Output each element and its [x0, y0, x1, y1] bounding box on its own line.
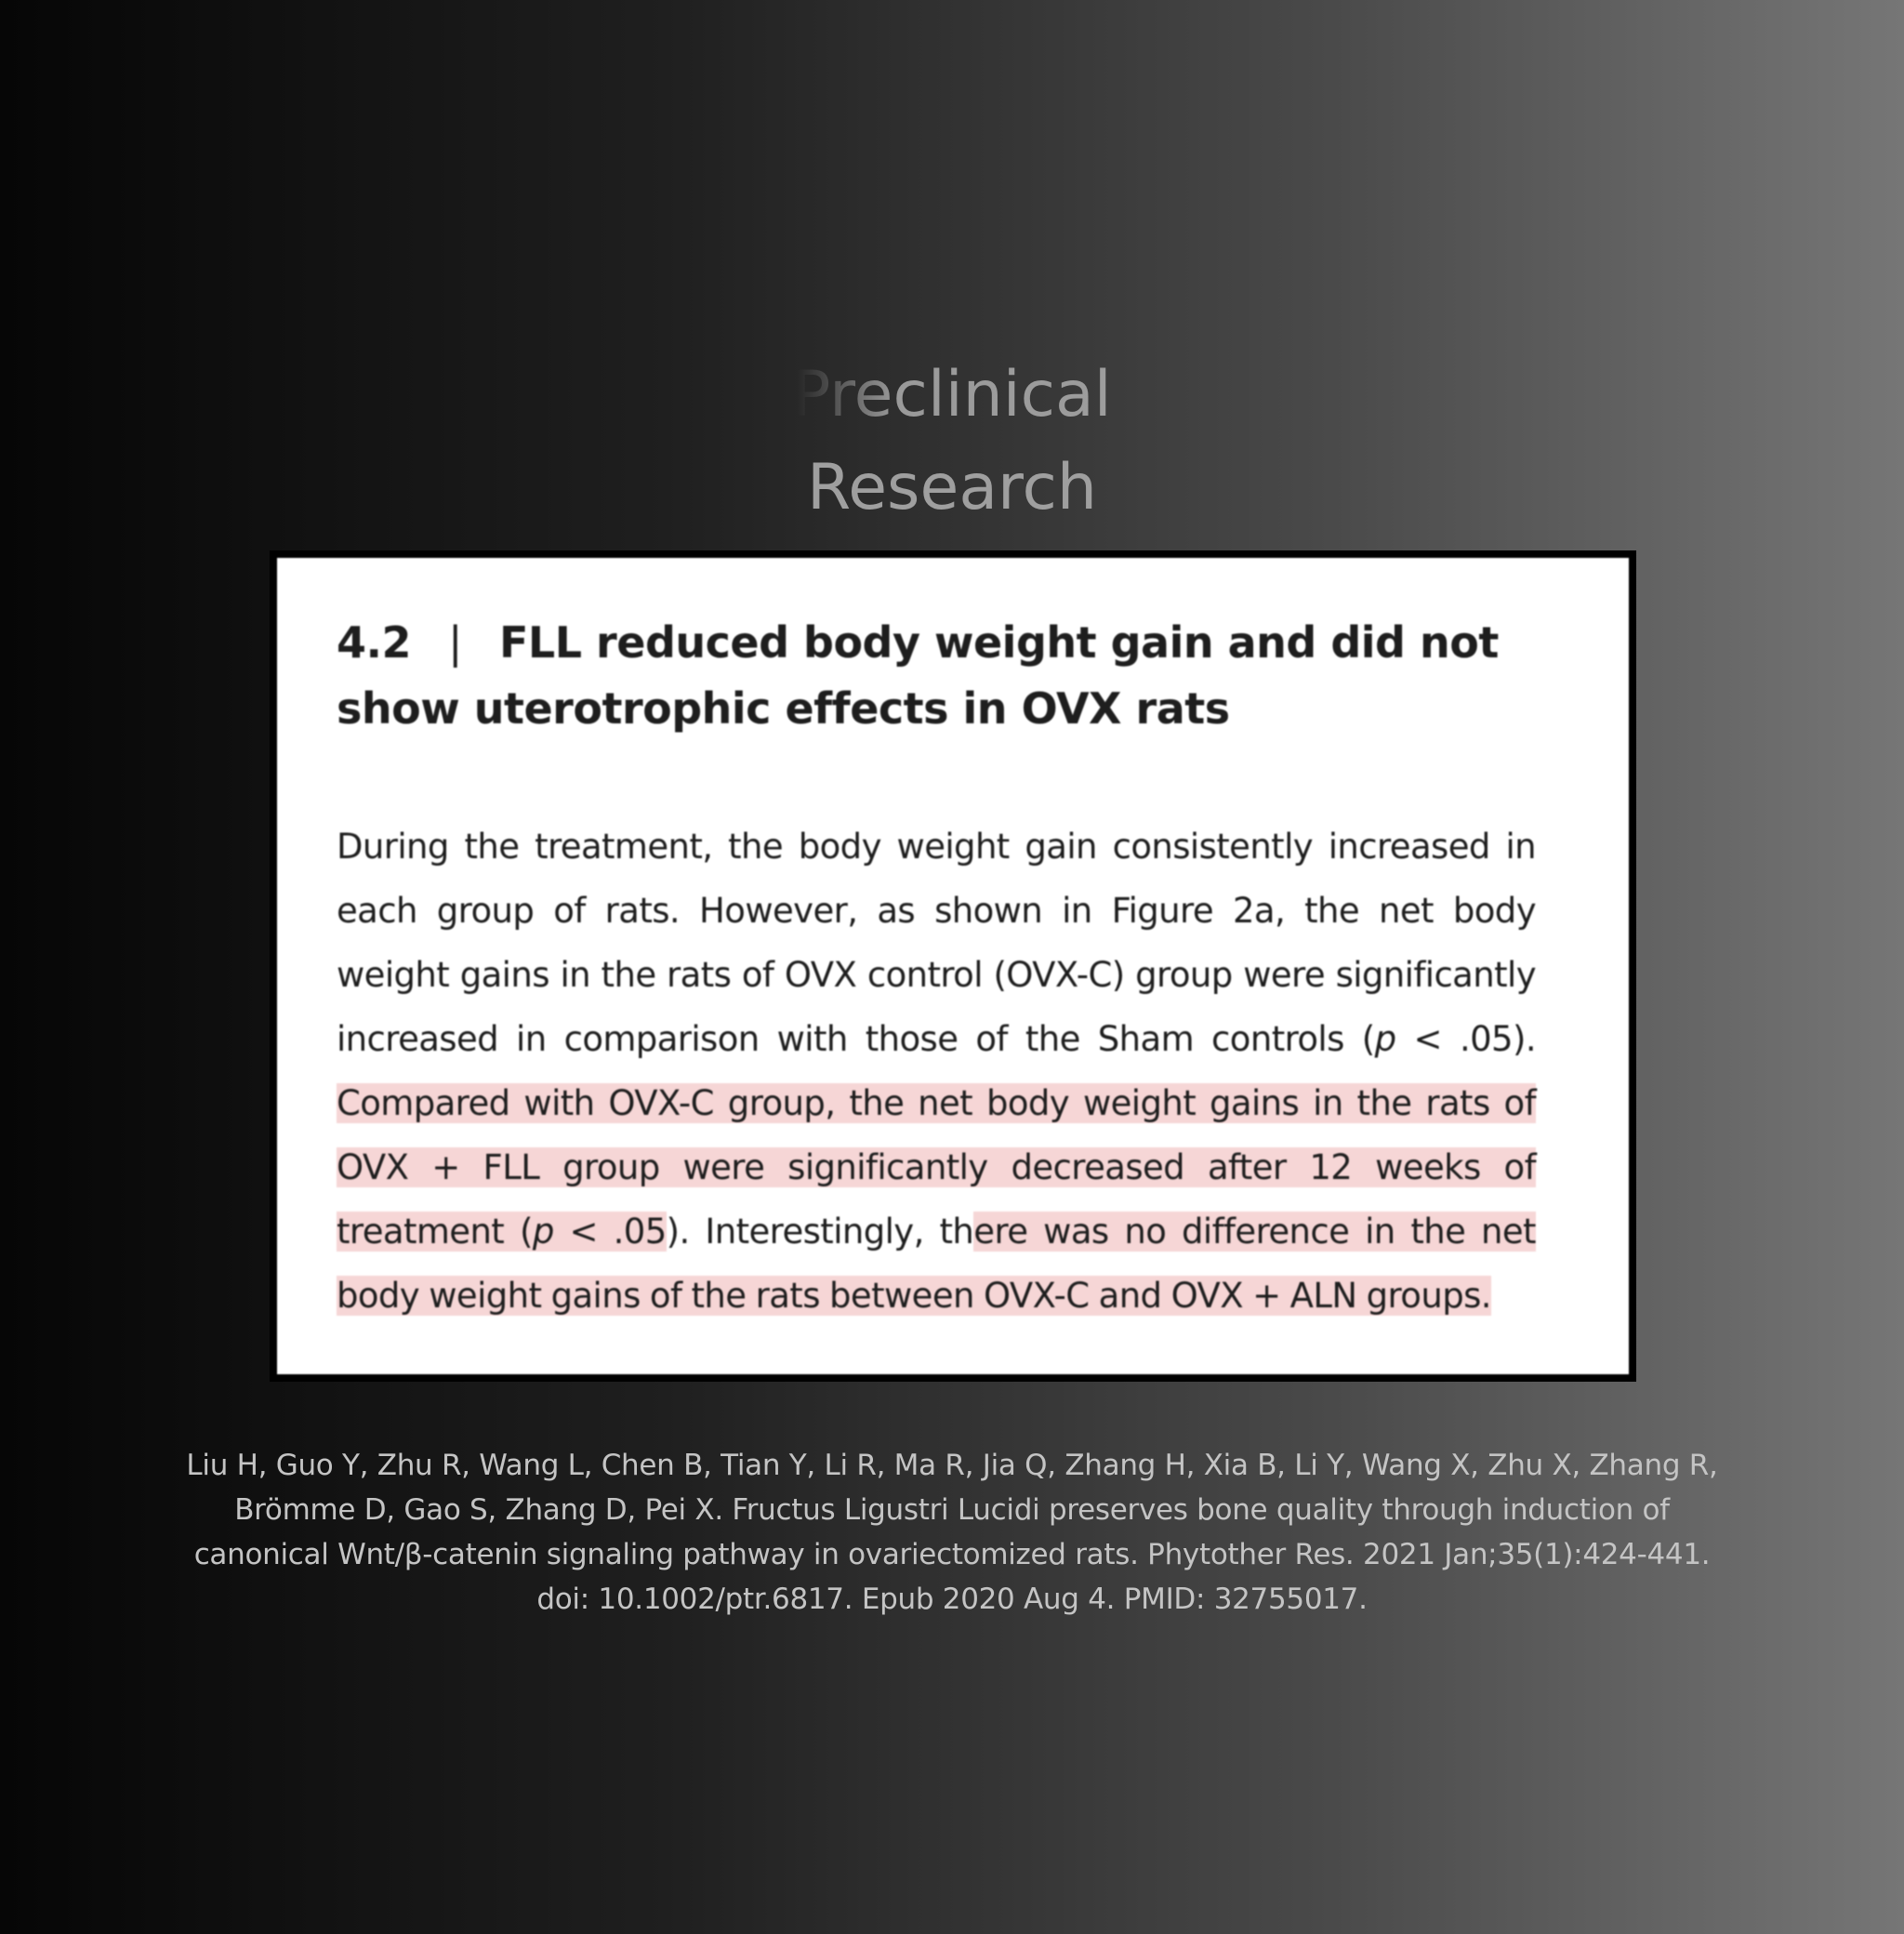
paper-excerpt — [277, 558, 1629, 1374]
section-paragraph — [337, 815, 1536, 1328]
paragraph-text-1: During the treatment, the body weight gain consistently increased in each group of rats. However, as shown in Figure 2a, the net body weight gains in the rats of OVX control (OVX-C) group were significantly increased in comparison with those of the Sham controls ( — [337, 827, 1536, 1059]
highlight-1-text-a: Compared with OVX-C group, the net body weight gains in the rats of OVX + FLL group were significantly decreased after 12 weeks of treatment ( — [337, 1083, 1536, 1252]
section-number: 4.2 — [337, 617, 411, 668]
p-value-symbol-2: p — [532, 1212, 554, 1252]
heading-line-2: Research — [807, 451, 1097, 524]
paper-excerpt-frame — [270, 550, 1636, 1382]
paragraph-text-3: ). Interestingly, th — [666, 1212, 974, 1252]
citation: Liu H, Guo Y, Zhu R, Wang L, Chen B, Tian Y, Li R, Ma R, Jia Q, Zhang H, Xia B, Li Y, Wang X, Zhu X, Zhang R, Brömme D, Gao S, Zhang D, Pei X. Fructus Ligustri Lucidi preserves bone quality through induction of canonical Wnt/β-catenin signaling pathway in ovariectomized rats. Phytother Res. 2021 Jan;35(1):424-441. doi: 10.1002/ptr.6817. Epub 2020 Aug 4. PMID: 32755017. — [186, 1449, 1718, 1616]
slide-heading — [0, 349, 1904, 535]
heading-line-1: Preclinical — [0, 349, 1904, 442]
section-title — [337, 610, 1536, 742]
highlight-2: ere was no difference in the net body weight gains of the rats between OVX-C and OVX + ALN groups. — [337, 1212, 1536, 1316]
section-separator: | — [448, 617, 462, 668]
p-value-symbol-1: p — [1374, 1019, 1396, 1059]
paragraph-text-2: < .05). — [1395, 1019, 1536, 1059]
section-title-text: FLL reduced body weight gain and did not show uterotrophic effects in OVX rats — [337, 617, 1499, 734]
highlight-1-text-b: < .05 — [553, 1212, 667, 1252]
